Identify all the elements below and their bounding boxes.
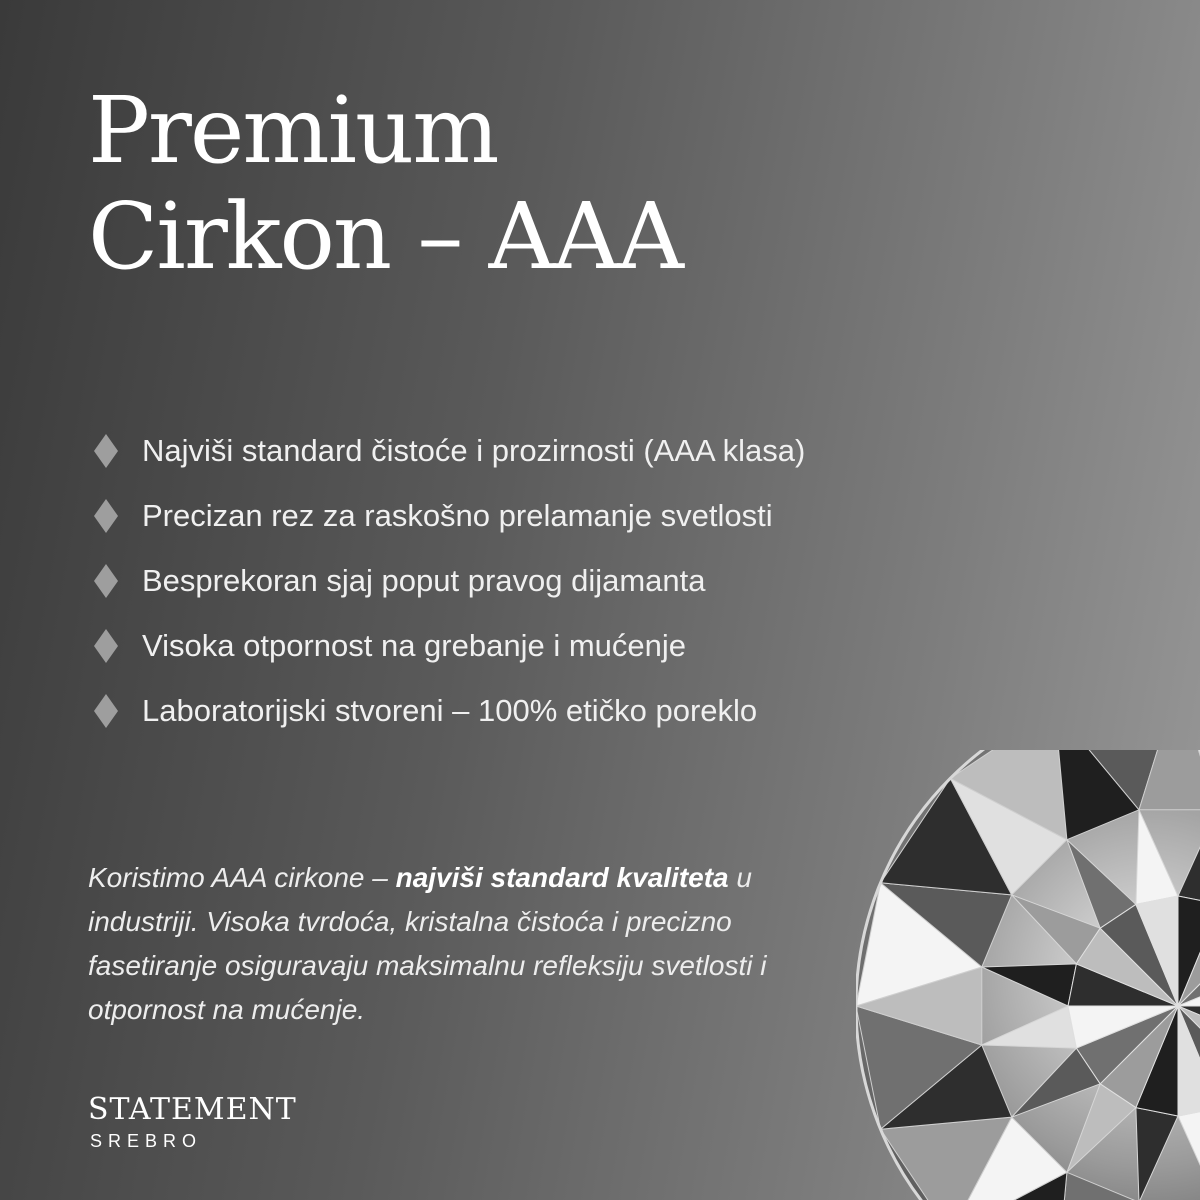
description-text-end: u industriji. Visoka tvrdoća, kristalna čistoća i precizno fasetiranje osiguravaju maksimalnu refleksiju svetlosti i otpornost na mućenje.: [88, 862, 767, 1025]
description-paragraph: [88, 856, 858, 1032]
feature-text: Laboratorijski stvoreni – 100% etičko poreklo: [142, 692, 758, 728]
diamond-bullet-icon: [92, 628, 120, 664]
diamond-bullet-icon: [92, 563, 120, 599]
diamond-bullet-icon: [92, 498, 120, 534]
brand-name: STATEMENT: [88, 1092, 297, 1127]
feature-item: [92, 483, 805, 548]
title-line-1: Premium: [88, 77, 498, 184]
page-title: [88, 78, 682, 290]
feature-list: [92, 418, 805, 743]
feature-text: Najviši standard čistoće i prozirnosti (AAA klasa): [142, 432, 806, 468]
feature-text: Precizan rez za raskošno prelamanje svetlosti: [142, 497, 773, 533]
diamond-bullet-icon: [92, 693, 120, 729]
diamond-bullet-icon: [92, 433, 120, 469]
brand-subtitle: SREBRO: [90, 1131, 203, 1151]
feature-item: [92, 548, 805, 613]
feature-text: Besprekoran sjaj poput pravog dijamanta: [142, 562, 706, 598]
feature-item: [92, 418, 805, 483]
feature-item: [92, 613, 805, 678]
description-text-start: Koristimo AAA cirkone –: [88, 862, 396, 893]
diamond-gem-image: [856, 750, 1200, 1200]
feature-text: Visoka otpornost na grebanje i mućenje: [142, 627, 686, 663]
diamond-gem-illustration: [856, 750, 1200, 1200]
title-line-2: Cirkon – AAA: [88, 183, 682, 290]
brand-logo: [88, 1092, 297, 1152]
feature-item: [92, 678, 805, 743]
description-bold-text: najviši standard kvaliteta: [395, 862, 729, 893]
